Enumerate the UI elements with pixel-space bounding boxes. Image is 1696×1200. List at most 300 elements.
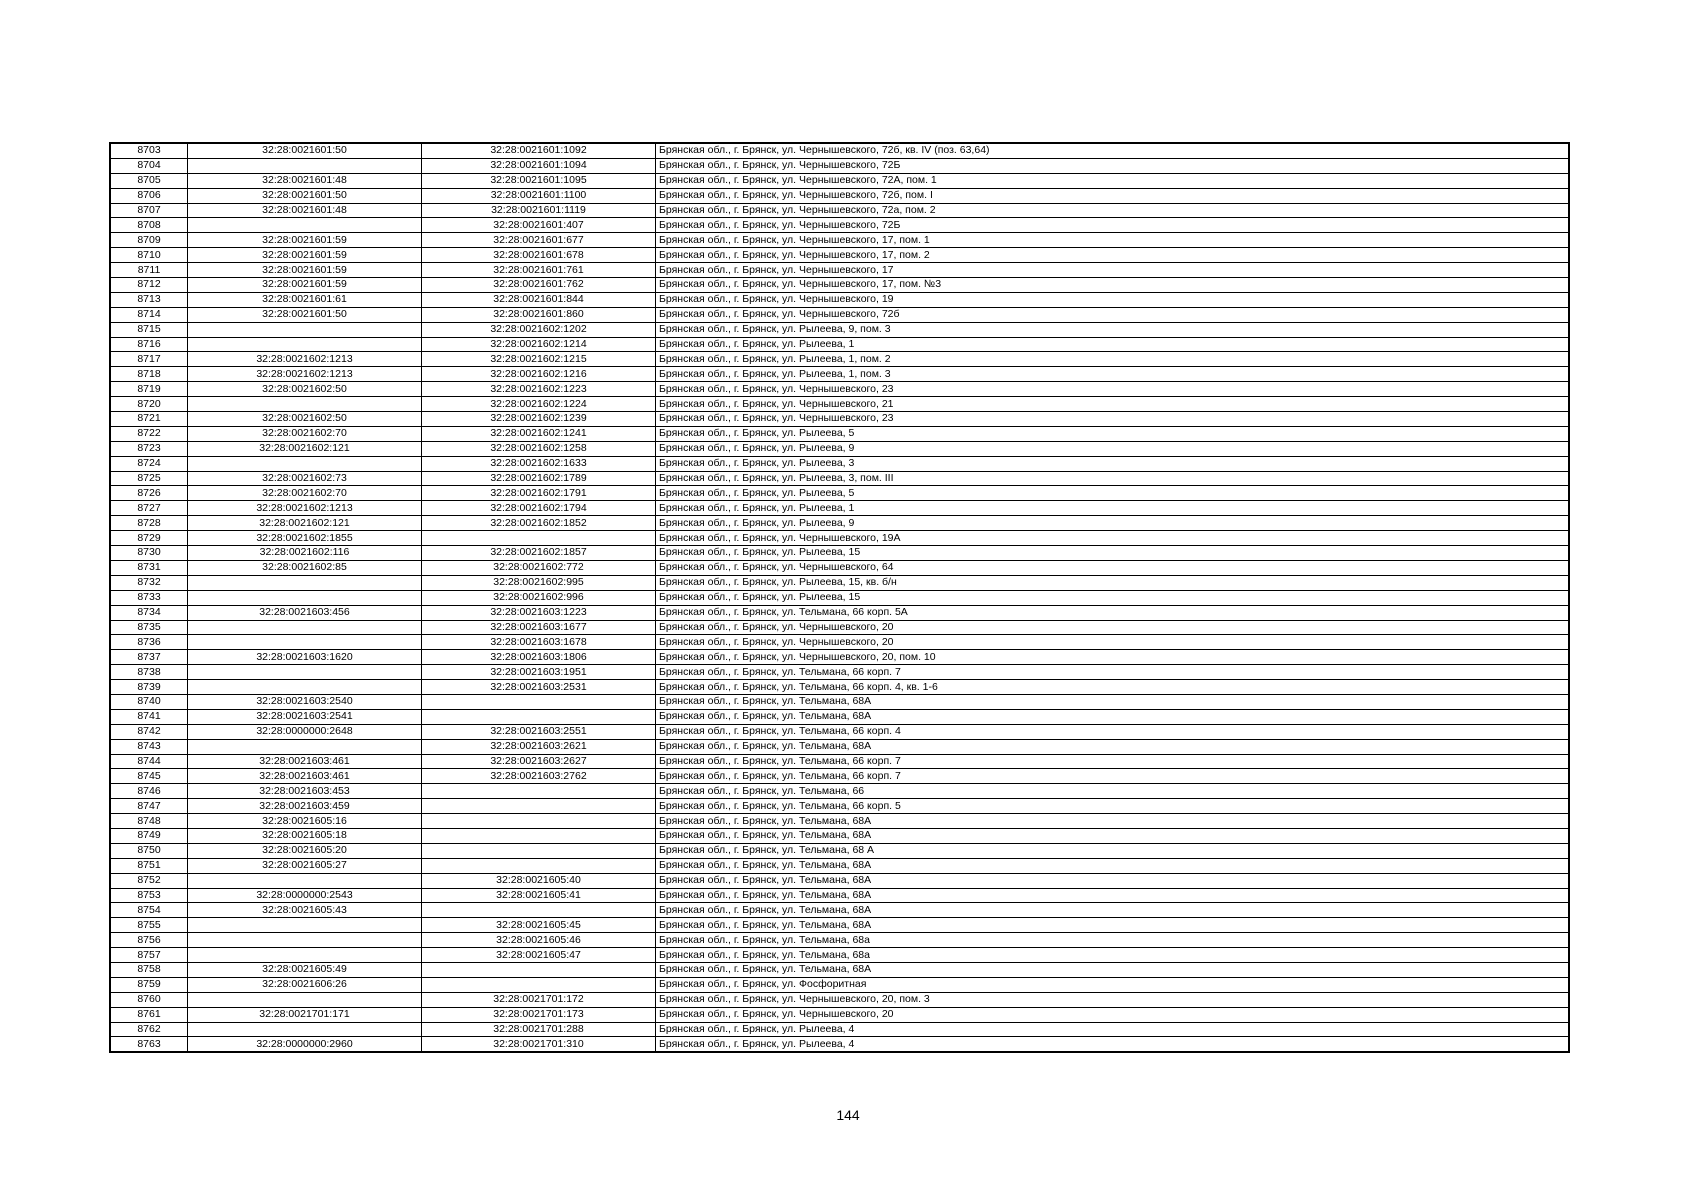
cadastral-number-cell: 32:28:0021601:860: [422, 307, 656, 322]
parent-cadastral-number-cell: [188, 635, 422, 650]
table-row: [110, 709, 1569, 724]
row-number-cell: 8721: [110, 412, 188, 427]
address-cell: Брянская обл., г. Брянск, ул. Чернышевского, 72б, пом. I: [656, 188, 1570, 203]
parent-cadastral-number-cell: 32:28:0021602:50: [188, 412, 422, 427]
row-number-cell: 8712: [110, 278, 188, 293]
row-number-cell: 8740: [110, 694, 188, 709]
address-cell: Брянская обл., г. Брянск, ул. Тельмана, 68А: [656, 858, 1570, 873]
address-cell: Брянская обл., г. Брянск, ул. Чернышевского, 72А, пом. 1: [656, 173, 1570, 188]
cadastral-number-cell: [422, 828, 656, 843]
registry-table-body: [110, 143, 1569, 1052]
address-cell: Брянская обл., г. Брянск, ул. Чернышевского, 20, пом. 3: [656, 992, 1570, 1007]
parent-cadastral-number-cell: [188, 680, 422, 695]
address-cell: Брянская обл., г. Брянск, ул. Рылеева, 15, кв. б/н: [656, 575, 1570, 590]
row-number-cell: 8731: [110, 560, 188, 575]
address-cell: Брянская обл., г. Брянск, ул. Рылеева, 3: [656, 456, 1570, 471]
address-cell: Брянская обл., г. Брянск, ул. Тельмана, 66 корп. 7: [656, 769, 1570, 784]
address-cell: Брянская обл., г. Брянск, ул. Рылеева, 1: [656, 501, 1570, 516]
parent-cadastral-number-cell: [188, 665, 422, 680]
address-cell: Брянская обл., г. Брянск, ул. Рылеева, 1, пом. 2: [656, 352, 1570, 367]
table-row: [110, 516, 1569, 531]
cadastral-number-cell: 32:28:0021602:1214: [422, 337, 656, 352]
cadastral-number-cell: [422, 784, 656, 799]
parent-cadastral-number-cell: 32:28:0000000:2543: [188, 888, 422, 903]
address-cell: Брянская обл., г. Брянск, ул. Тельмана, 66 корп. 7: [656, 665, 1570, 680]
address-cell: Брянская обл., г. Брянск, ул. Чернышевского, 19А: [656, 531, 1570, 546]
cadastral-number-cell: 32:28:0021605:45: [422, 918, 656, 933]
table-row: [110, 858, 1569, 873]
address-cell: Брянская обл., г. Брянск, ул. Тельмана, 66 корп. 7: [656, 754, 1570, 769]
parent-cadastral-number-cell: 32:28:0021601:59: [188, 248, 422, 263]
table-row: [110, 278, 1569, 293]
row-number-cell: 8727: [110, 501, 188, 516]
address-cell: Брянская обл., г. Брянск, ул. Чернышевского, 23: [656, 382, 1570, 397]
page-number: 144: [836, 1107, 860, 1123]
cadastral-number-cell: 32:28:0021601:762: [422, 278, 656, 293]
parent-cadastral-number-cell: 32:28:0021603:456: [188, 605, 422, 620]
address-cell: Брянская обл., г. Брянск, ул. Рылеева, 1, пом. 3: [656, 367, 1570, 382]
cadastral-number-cell: 32:28:0021603:1951: [422, 665, 656, 680]
table-row: [110, 218, 1569, 233]
table-row: [110, 173, 1569, 188]
table-row: [110, 992, 1569, 1007]
parent-cadastral-number-cell: 32:28:0021605:20: [188, 843, 422, 858]
row-number-cell: 8748: [110, 814, 188, 829]
parent-cadastral-number-cell: 32:28:0021603:2541: [188, 709, 422, 724]
table-row: [110, 903, 1569, 918]
row-number-cell: 8751: [110, 858, 188, 873]
address-cell: Брянская обл., г. Брянск, ул. Тельмана, 68А: [656, 694, 1570, 709]
table-row: [110, 322, 1569, 337]
row-number-cell: 8749: [110, 828, 188, 843]
address-cell: Брянская обл., г. Брянск, ул. Тельмана, 68А: [656, 739, 1570, 754]
table-row: [110, 456, 1569, 471]
row-number-cell: 8705: [110, 173, 188, 188]
parent-cadastral-number-cell: 32:28:0021602:1213: [188, 367, 422, 382]
table-row: [110, 143, 1569, 158]
table-row: [110, 828, 1569, 843]
table-row: [110, 575, 1569, 590]
row-number-cell: 8703: [110, 143, 188, 158]
table-row: [110, 352, 1569, 367]
row-number-cell: 8724: [110, 456, 188, 471]
parent-cadastral-number-cell: [188, 456, 422, 471]
row-number-cell: 8745: [110, 769, 188, 784]
parent-cadastral-number-cell: 32:28:0021603:1620: [188, 650, 422, 665]
address-cell: Брянская обл., г. Брянск, ул. Тельмана, 68А: [656, 814, 1570, 829]
row-number-cell: 8763: [110, 1037, 188, 1052]
table-row: [110, 307, 1569, 322]
table-row: [110, 382, 1569, 397]
address-cell: Брянская обл., г. Брянск, ул. Чернышевского, 72Б: [656, 218, 1570, 233]
address-cell: Брянская обл., г. Брянск, ул. Тельмана, 68а: [656, 933, 1570, 948]
table-row: [110, 948, 1569, 963]
cadastral-number-cell: 32:28:0021602:1794: [422, 501, 656, 516]
table-row: [110, 486, 1569, 501]
cadastral-number-cell: 32:28:0021701:172: [422, 992, 656, 1007]
registry-table: [109, 142, 1570, 1053]
parent-cadastral-number-cell: 32:28:0021602:73: [188, 471, 422, 486]
row-number-cell: 8714: [110, 307, 188, 322]
parent-cadastral-number-cell: [188, 322, 422, 337]
table-row: [110, 248, 1569, 263]
row-number-cell: 8717: [110, 352, 188, 367]
cadastral-number-cell: 32:28:0021602:772: [422, 560, 656, 575]
cadastral-number-cell: [422, 814, 656, 829]
table-row: [110, 680, 1569, 695]
cadastral-number-cell: 32:28:0021603:2551: [422, 724, 656, 739]
cadastral-number-cell: [422, 531, 656, 546]
row-number-cell: 8736: [110, 635, 188, 650]
row-number-cell: 8743: [110, 739, 188, 754]
parent-cadastral-number-cell: 32:28:0021603:461: [188, 754, 422, 769]
table-row: [110, 784, 1569, 799]
table-row: [110, 560, 1569, 575]
parent-cadastral-number-cell: [188, 158, 422, 173]
parent-cadastral-number-cell: 32:28:0021601:50: [188, 143, 422, 158]
row-number-cell: 8718: [110, 367, 188, 382]
row-number-cell: 8759: [110, 977, 188, 992]
parent-cadastral-number-cell: [188, 739, 422, 754]
row-number-cell: 8747: [110, 799, 188, 814]
address-cell: Брянская обл., г. Брянск, ул. Тельмана, 68А: [656, 873, 1570, 888]
parent-cadastral-number-cell: 32:28:0021602:1855: [188, 531, 422, 546]
parent-cadastral-number-cell: 32:28:0021602:1213: [188, 352, 422, 367]
row-number-cell: 8750: [110, 843, 188, 858]
cadastral-number-cell: 32:28:0021602:1857: [422, 546, 656, 561]
address-cell: Брянская обл., г. Брянск, ул. Тельмана, 66 корп. 5А: [656, 605, 1570, 620]
parent-cadastral-number-cell: 32:28:0021605:27: [188, 858, 422, 873]
parent-cadastral-number-cell: [188, 397, 422, 412]
address-cell: Брянская обл., г. Брянск, ул. Рылеева, 5: [656, 426, 1570, 441]
cadastral-number-cell: 32:28:0021602:1633: [422, 456, 656, 471]
address-cell: Брянская обл., г. Брянск, ул. Чернышевского, 64: [656, 560, 1570, 575]
parent-cadastral-number-cell: 32:28:0021601:48: [188, 173, 422, 188]
row-number-cell: 8754: [110, 903, 188, 918]
address-cell: Брянская обл., г. Брянск, ул. Чернышевского, 17, пом. №3: [656, 278, 1570, 293]
row-number-cell: 8735: [110, 620, 188, 635]
row-number-cell: 8758: [110, 962, 188, 977]
parent-cadastral-number-cell: 32:28:0021601:59: [188, 263, 422, 278]
table-row: [110, 724, 1569, 739]
address-cell: Брянская обл., г. Брянск, ул. Тельмана, 68А: [656, 903, 1570, 918]
table-row: [110, 933, 1569, 948]
address-cell: Брянская обл., г. Брянск, ул. Фосфоритная: [656, 977, 1570, 992]
table-row: [110, 650, 1569, 665]
cadastral-number-cell: 32:28:0021602:1258: [422, 441, 656, 456]
cadastral-number-cell: 32:28:0021602:1239: [422, 412, 656, 427]
table-row: [110, 292, 1569, 307]
row-number-cell: 8752: [110, 873, 188, 888]
row-number-cell: 8746: [110, 784, 188, 799]
table-row: [110, 620, 1569, 635]
table-row: [110, 426, 1569, 441]
parent-cadastral-number-cell: [188, 575, 422, 590]
table-row: [110, 814, 1569, 829]
row-number-cell: 8733: [110, 590, 188, 605]
row-number-cell: 8719: [110, 382, 188, 397]
row-number-cell: 8730: [110, 546, 188, 561]
row-number-cell: 8753: [110, 888, 188, 903]
cadastral-number-cell: 32:28:0021602:1202: [422, 322, 656, 337]
row-number-cell: 8734: [110, 605, 188, 620]
parent-cadastral-number-cell: [188, 1022, 422, 1037]
address-cell: Брянская обл., г. Брянск, ул. Рылеева, 9: [656, 516, 1570, 531]
table-row: [110, 694, 1569, 709]
cadastral-number-cell: 32:28:0021601:677: [422, 233, 656, 248]
row-number-cell: 8739: [110, 680, 188, 695]
row-number-cell: 8729: [110, 531, 188, 546]
parent-cadastral-number-cell: 32:28:0021601:61: [188, 292, 422, 307]
parent-cadastral-number-cell: 32:28:0021603:461: [188, 769, 422, 784]
cadastral-number-cell: 32:28:0021602:1789: [422, 471, 656, 486]
row-number-cell: 8742: [110, 724, 188, 739]
cadastral-number-cell: 32:28:0021602:1223: [422, 382, 656, 397]
address-cell: Брянская обл., г. Брянск, ул. Тельмана, 68 А: [656, 843, 1570, 858]
parent-cadastral-number-cell: 32:28:0021701:171: [188, 1007, 422, 1022]
row-number-cell: 8761: [110, 1007, 188, 1022]
cadastral-number-cell: 32:28:0021701:310: [422, 1037, 656, 1052]
table-row: [110, 977, 1569, 992]
row-number-cell: 8708: [110, 218, 188, 233]
table-row: [110, 605, 1569, 620]
cadastral-number-cell: 32:28:0021601:844: [422, 292, 656, 307]
parent-cadastral-number-cell: 32:28:0021602:85: [188, 560, 422, 575]
table-row: [110, 635, 1569, 650]
parent-cadastral-number-cell: 32:28:0021601:50: [188, 188, 422, 203]
row-number-cell: 8744: [110, 754, 188, 769]
address-cell: Брянская обл., г. Брянск, ул. Тельмана, 66 корп. 4: [656, 724, 1570, 739]
table-row: [110, 337, 1569, 352]
address-cell: Брянская обл., г. Брянск, ул. Рылеева, 9, пом. 3: [656, 322, 1570, 337]
table-row: [110, 769, 1569, 784]
row-number-cell: 8716: [110, 337, 188, 352]
parent-cadastral-number-cell: 32:28:0021602:50: [188, 382, 422, 397]
address-cell: Брянская обл., г. Брянск, ул. Чернышевского, 17, пом. 1: [656, 233, 1570, 248]
parent-cadastral-number-cell: 32:28:0021601:48: [188, 203, 422, 218]
address-cell: Брянская обл., г. Брянск, ул. Чернышевского, 72Б: [656, 158, 1570, 173]
row-number-cell: 8732: [110, 575, 188, 590]
cadastral-number-cell: 32:28:0021601:1100: [422, 188, 656, 203]
address-cell: Брянская обл., г. Брянск, ул. Рылеева, 15: [656, 546, 1570, 561]
row-number-cell: 8706: [110, 188, 188, 203]
cadastral-number-cell: 32:28:0021602:1241: [422, 426, 656, 441]
cadastral-number-cell: [422, 903, 656, 918]
table-row: [110, 412, 1569, 427]
parent-cadastral-number-cell: 32:28:0021602:121: [188, 516, 422, 531]
cadastral-number-cell: 32:28:0021603:1223: [422, 605, 656, 620]
cadastral-number-cell: [422, 843, 656, 858]
row-number-cell: 8760: [110, 992, 188, 1007]
parent-cadastral-number-cell: 32:28:0021603:2540: [188, 694, 422, 709]
row-number-cell: 8707: [110, 203, 188, 218]
table-row: [110, 1022, 1569, 1037]
row-number-cell: 8704: [110, 158, 188, 173]
cadastral-number-cell: 32:28:0021603:2762: [422, 769, 656, 784]
address-cell: Брянская обл., г. Брянск, ул. Чернышевского, 17: [656, 263, 1570, 278]
cadastral-number-cell: 32:28:0021605:41: [422, 888, 656, 903]
address-cell: Брянская обл., г. Брянск, ул. Чернышевского, 20: [656, 1007, 1570, 1022]
table-row: [110, 962, 1569, 977]
cadastral-number-cell: 32:28:0021701:173: [422, 1007, 656, 1022]
row-number-cell: 8741: [110, 709, 188, 724]
row-number-cell: 8756: [110, 933, 188, 948]
parent-cadastral-number-cell: [188, 992, 422, 1007]
cadastral-number-cell: 32:28:0021701:288: [422, 1022, 656, 1037]
cadastral-number-cell: 32:28:0021603:1677: [422, 620, 656, 635]
cadastral-number-cell: 32:28:0021601:1119: [422, 203, 656, 218]
cadastral-number-cell: 32:28:0021603:1678: [422, 635, 656, 650]
parent-cadastral-number-cell: 32:28:0021602:70: [188, 486, 422, 501]
cadastral-number-cell: 32:28:0021601:678: [422, 248, 656, 263]
table-row: [110, 263, 1569, 278]
address-cell: Брянская обл., г. Брянск, ул. Тельмана, 68а: [656, 948, 1570, 963]
address-cell: Брянская обл., г. Брянск, ул. Тельмана, 66 корп. 5: [656, 799, 1570, 814]
address-cell: Брянская обл., г. Брянск, ул. Рылеева, 4: [656, 1022, 1570, 1037]
cadastral-number-cell: 32:28:0021601:1095: [422, 173, 656, 188]
cadastral-number-cell: 32:28:0021601:761: [422, 263, 656, 278]
table-row: [110, 233, 1569, 248]
row-number-cell: 8713: [110, 292, 188, 307]
address-cell: Брянская обл., г. Брянск, ул. Рылеева, 9: [656, 441, 1570, 456]
address-cell: Брянская обл., г. Брянск, ул. Тельмана, 66: [656, 784, 1570, 799]
address-cell: Брянская обл., г. Брянск, ул. Чернышевского, 72б: [656, 307, 1570, 322]
row-number-cell: 8728: [110, 516, 188, 531]
table-row: [110, 873, 1569, 888]
cadastral-number-cell: 32:28:0021602:996: [422, 590, 656, 605]
row-number-cell: 8710: [110, 248, 188, 263]
cadastral-number-cell: 32:28:0021605:47: [422, 948, 656, 963]
table-row: [110, 799, 1569, 814]
address-cell: Брянская обл., г. Брянск, ул. Тельмана, 68А: [656, 888, 1570, 903]
cadastral-number-cell: [422, 694, 656, 709]
parent-cadastral-number-cell: 32:28:0021602:70: [188, 426, 422, 441]
address-cell: Брянская обл., г. Брянск, ул. Тельмана, 68А: [656, 962, 1570, 977]
parent-cadastral-number-cell: [188, 918, 422, 933]
address-cell: Брянская обл., г. Брянск, ул. Чернышевского, 23: [656, 412, 1570, 427]
address-cell: Брянская обл., г. Брянск, ул. Рылеева, 1: [656, 337, 1570, 352]
row-number-cell: 8722: [110, 426, 188, 441]
cadastral-number-cell: 32:28:0021602:1852: [422, 516, 656, 531]
cadastral-number-cell: [422, 858, 656, 873]
cadastral-number-cell: 32:28:0021603:2621: [422, 739, 656, 754]
address-cell: Брянская обл., г. Брянск, ул. Чернышевского, 20: [656, 620, 1570, 635]
table-row: [110, 397, 1569, 412]
parent-cadastral-number-cell: [188, 590, 422, 605]
parent-cadastral-number-cell: 32:28:0021605:43: [188, 903, 422, 918]
row-number-cell: 8762: [110, 1022, 188, 1037]
row-number-cell: 8720: [110, 397, 188, 412]
parent-cadastral-number-cell: [188, 337, 422, 352]
row-number-cell: 8725: [110, 471, 188, 486]
table-row: [110, 843, 1569, 858]
row-number-cell: 8709: [110, 233, 188, 248]
parent-cadastral-number-cell: [188, 933, 422, 948]
address-cell: Брянская обл., г. Брянск, ул. Рылеева, 15: [656, 590, 1570, 605]
row-number-cell: 8726: [110, 486, 188, 501]
table-row: [110, 158, 1569, 173]
address-cell: Брянская обл., г. Брянск, ул. Тельмана, 66 корп. 4, кв. 1-6: [656, 680, 1570, 695]
address-cell: Брянская обл., г. Брянск, ул. Чернышевского, 20: [656, 635, 1570, 650]
cadastral-number-cell: 32:28:0021602:995: [422, 575, 656, 590]
row-number-cell: 8737: [110, 650, 188, 665]
cadastral-number-cell: [422, 709, 656, 724]
row-number-cell: 8723: [110, 441, 188, 456]
row-number-cell: 8711: [110, 263, 188, 278]
cadastral-number-cell: 32:28:0021601:407: [422, 218, 656, 233]
table-row: [110, 918, 1569, 933]
address-cell: Брянская обл., г. Брянск, ул. Рылеева, 4: [656, 1037, 1570, 1052]
parent-cadastral-number-cell: 32:28:0021603:453: [188, 784, 422, 799]
cadastral-number-cell: 32:28:0021602:1216: [422, 367, 656, 382]
parent-cadastral-number-cell: 32:28:0000000:2648: [188, 724, 422, 739]
address-cell: Брянская обл., г. Брянск, ул. Рылеева, 3, пом. III: [656, 471, 1570, 486]
parent-cadastral-number-cell: 32:28:0021602:1213: [188, 501, 422, 516]
row-number-cell: 8757: [110, 948, 188, 963]
parent-cadastral-number-cell: 32:28:0021603:459: [188, 799, 422, 814]
parent-cadastral-number-cell: 32:28:0000000:2960: [188, 1037, 422, 1052]
address-cell: Брянская обл., г. Брянск, ул. Чернышевского, 72а, пом. 2: [656, 203, 1570, 218]
cadastral-number-cell: [422, 962, 656, 977]
cadastral-number-cell: 32:28:0021601:1094: [422, 158, 656, 173]
parent-cadastral-number-cell: [188, 873, 422, 888]
address-cell: Брянская обл., г. Брянск, ул. Тельмана, 68А: [656, 709, 1570, 724]
parent-cadastral-number-cell: 32:28:0021605:18: [188, 828, 422, 843]
cadastral-number-cell: 32:28:0021602:1224: [422, 397, 656, 412]
table-row: [110, 501, 1569, 516]
address-cell: Брянская обл., г. Брянск, ул. Чернышевского, 20, пом. 10: [656, 650, 1570, 665]
table-row: [110, 888, 1569, 903]
row-number-cell: 8755: [110, 918, 188, 933]
address-cell: Брянская обл., г. Брянск, ул. Тельмана, 68А: [656, 828, 1570, 843]
cadastral-number-cell: 32:28:0021603:2627: [422, 754, 656, 769]
registry-sheet: [109, 142, 1570, 1053]
parent-cadastral-number-cell: 32:28:0021601:59: [188, 278, 422, 293]
cadastral-number-cell: 32:28:0021603:1806: [422, 650, 656, 665]
table-row: [110, 188, 1569, 203]
row-number-cell: 8738: [110, 665, 188, 680]
table-row: [110, 590, 1569, 605]
table-row: [110, 739, 1569, 754]
table-row: [110, 367, 1569, 382]
table-row: [110, 1037, 1569, 1052]
cadastral-number-cell: 32:28:0021605:46: [422, 933, 656, 948]
address-cell: Брянская обл., г. Брянск, ул. Чернышевского, 17, пом. 2: [656, 248, 1570, 263]
cadastral-number-cell: [422, 799, 656, 814]
parent-cadastral-number-cell: [188, 948, 422, 963]
parent-cadastral-number-cell: 32:28:0021601:59: [188, 233, 422, 248]
row-number-cell: 8715: [110, 322, 188, 337]
cadastral-number-cell: 32:28:0021601:1092: [422, 143, 656, 158]
table-row: [110, 471, 1569, 486]
table-row: [110, 546, 1569, 561]
table-row: [110, 1007, 1569, 1022]
table-row: [110, 203, 1569, 218]
table-row: [110, 754, 1569, 769]
cadastral-number-cell: 32:28:0021602:1215: [422, 352, 656, 367]
cadastral-number-cell: [422, 977, 656, 992]
cadastral-number-cell: 32:28:0021603:2531: [422, 680, 656, 695]
address-cell: Брянская обл., г. Брянск, ул. Чернышевского, 19: [656, 292, 1570, 307]
table-row: [110, 531, 1569, 546]
cadastral-number-cell: 32:28:0021602:1791: [422, 486, 656, 501]
address-cell: Брянская обл., г. Брянск, ул. Чернышевского, 72б, кв. IV (поз. 63,64): [656, 143, 1570, 158]
parent-cadastral-number-cell: 32:28:0021602:116: [188, 546, 422, 561]
parent-cadastral-number-cell: [188, 620, 422, 635]
parent-cadastral-number-cell: 32:28:0021605:49: [188, 962, 422, 977]
parent-cadastral-number-cell: 32:28:0021601:50: [188, 307, 422, 322]
address-cell: Брянская обл., г. Брянск, ул. Тельмана, 68А: [656, 918, 1570, 933]
